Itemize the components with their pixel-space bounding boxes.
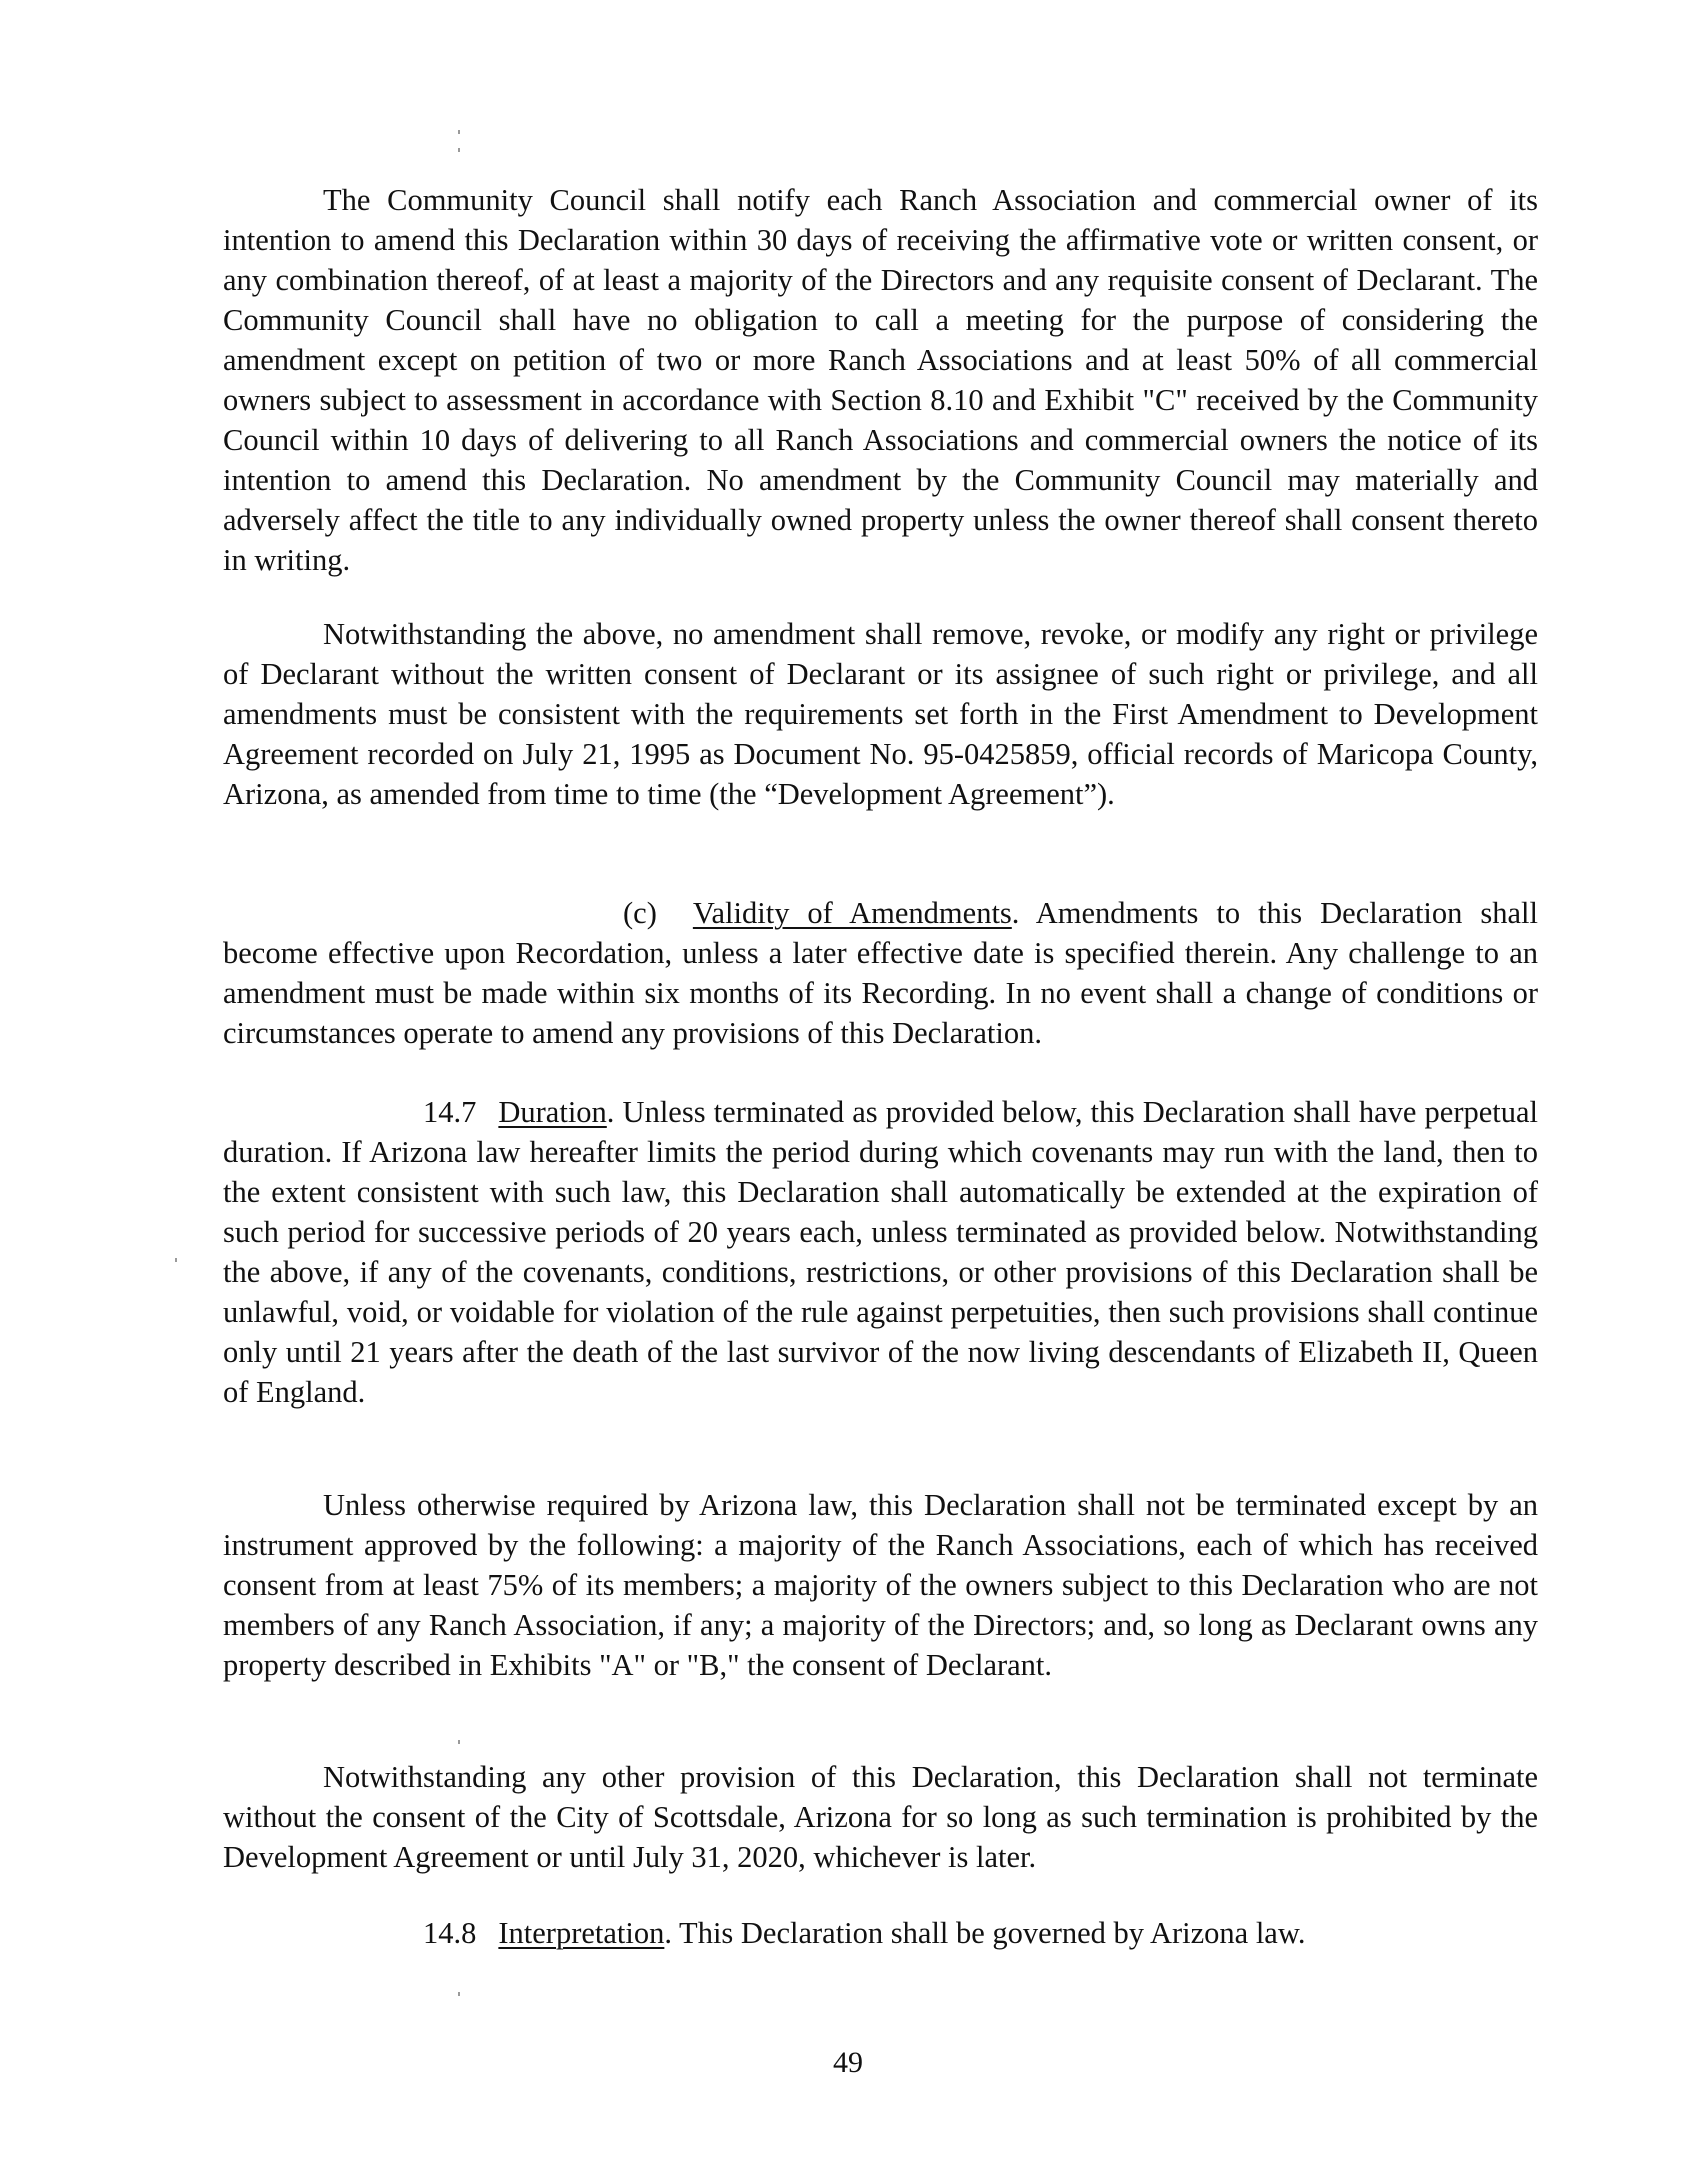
scan-speck <box>458 130 460 134</box>
page-number: 49 <box>833 2046 863 2079</box>
subsection-heading: Validity of Amendments <box>692 896 1012 930</box>
scan-speck <box>458 1740 460 1744</box>
section-heading: Interpretation <box>498 1916 665 1950</box>
paragraph-duration <box>223 1092 1538 1412</box>
paragraph-declarant-rights: Notwithstanding the above, no amendment shall remove, revoke, or modify any right or privilege of Declarant without the written consent of Declarant or its assignee of such right or privilege, and all amendments must be consistent with the requirements set forth in the First Amendment to Development Agreement recorded on July 21, 1995 as Document No. 95-0425859, official records of Maricopa County, Arizona, as amended from time to time (the “Development Agreement”). <box>223 617 1538 811</box>
section-number: 14.8 <box>423 1916 477 1950</box>
paragraph-interpretation <box>223 1913 1538 1953</box>
subsection-label: (c) <box>623 896 657 930</box>
section-text: . This Declaration shall be governed by Arizona law. <box>664 1916 1306 1950</box>
section-text: . Unless terminated as provided below, this Declaration shall have perpetual duration. If Arizona law hereafter limits the period during which covenants may run with the land, then to the extent consistent with such law, this Declaration shall automatically be extended at the expiration of such period for successive periods of 20 years each, unless terminated as provided below. Notwithstanding the above, if any of the covenants, conditions, restrictions, or other provisions of this Declaration shall be unlawful, void, or voidable for violation of the rule against perpetuities, then such provisions shall continue only until 21 years after the death of the last survivor of the now living descendants of Elizabeth II, Queen of England. <box>223 1095 1538 1409</box>
scan-speck <box>458 148 460 152</box>
paragraph-validity-of-amendments <box>223 893 1538 1053</box>
paragraph-termination: Unless otherwise required by Arizona law, this Declaration shall not be terminated except by an instrument approved by the following: a majority of the Ranch Associations, each of which has received consent from at least 75% of its members; a majority of the owners subject to this Declaration who are not members of any Ranch Association, if any; a majority of the Directors; and, so long as Declarant owns any property described in Exhibits "A" or "B," the consent of Declarant. <box>223 1488 1538 1682</box>
subsection-text: . Amendments to this Declaration shall become effective upon Recordation, unless a later effective date is specified therein. Any challenge to an amendment must be made within six months of its Recording. In no event shall a change of conditions or circumstances operate to amend any provisions of this Declaration. <box>223 896 1538 1050</box>
section-number: 14.7 <box>423 1095 477 1129</box>
scan-speck <box>175 1258 177 1262</box>
scan-speck <box>458 1992 460 1996</box>
section-heading: Duration <box>498 1095 607 1129</box>
paragraph-amendment-notice: The Community Council shall notify each Ranch Association and commercial owner of its intention to amend this Declaration within 30 days of receiving the affirmative vote or written consent, or any combination thereof, of at least a majority of the Directors and any requisite consent of Declarant. The Community Council shall have no obligation to call a meeting for the purpose of considering the amendment except on petition of two or more Ranch Associations and at least 50% of all commercial owners subject to assessment in accordance with Section 8.10 and Exhibit "C" received by the Community Council within 10 days of delivering to all Ranch Associations and commercial owners the notice of its intention to amend this Declaration. No amendment by the Community Council may materially and adversely affect the title to any individually owned property unless the owner thereof shall consent thereto in writing. <box>223 183 1538 577</box>
paragraph-city-consent: Notwithstanding any other provision of this Declaration, this Declaration shall not terminate without the consent of the City of Scottsdale, Arizona for so long as such termination is prohibited by the Development Agreement or until July 31, 2020, whichever is later. <box>223 1760 1538 1874</box>
